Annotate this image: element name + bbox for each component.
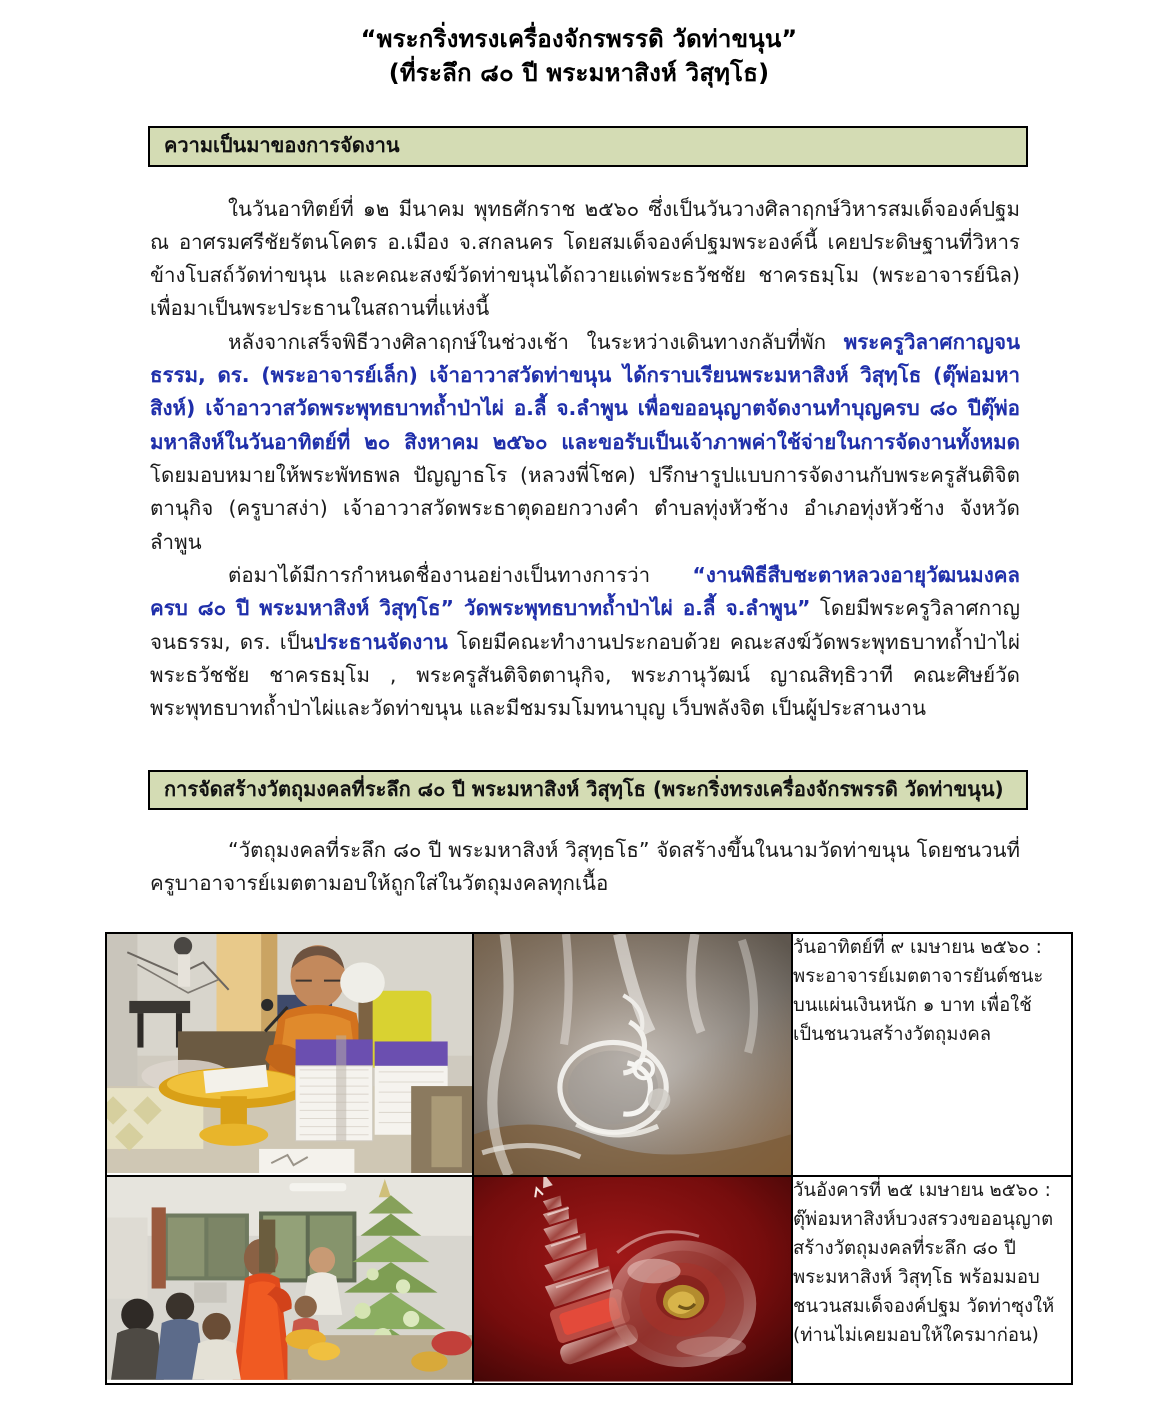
photo-caption-table — [105, 932, 1073, 1385]
caption-line: วันอาทิตย์ที่ ๙ เมษายน ๒๕๖๐ : — [793, 937, 1042, 958]
caption-line: พระมหาสิงห์ วิสุทฺโธ พร้อมมอบ — [793, 1266, 1040, 1288]
run-emphasis: พระครูวิลาศกาญจนธรรม, ดร. (พระอาจารย์เล็ก) เจ้าอาวาสวัดท่าขนุน ได้กราบเรียนพระมหาสิงห์ วิสุทฺโธ (ตุ๊พ่อมหาสิงห์) เจ้าอาวาสวัดพระพุทธบาทถ้ำป่าไผ่ อ.ลี้ จ.ลำพูน เพื่อขออนุญาตจัดงานทำบุญครบ ๘๐ ปีตุ๊พ่อมหาสิงห์ในวันอาทิตย์ที่ ๒๐ สิงหาคม ๒๕๖๐ และขอรับเป็นเจ้าภาพค่าใช้จ่ายในการจัดงานทั้งหมด — [150, 329, 1020, 454]
caption-cell-first — [792, 933, 1072, 1176]
page-title — [0, 0, 1158, 90]
table-row — [106, 1176, 1072, 1384]
monk-with-book-stacks-photo — [107, 934, 472, 1173]
caption-line: ตุ๊พ่อมหาสิงห์บวงสรวงขออนุญาต — [793, 1209, 1054, 1231]
table-row — [106, 933, 1072, 1176]
caption-cell-second — [792, 1176, 1072, 1384]
paragraph-4 — [150, 834, 1020, 901]
paragraph-2 — [150, 326, 1020, 559]
paragraph-1 — [150, 193, 1020, 326]
intro-body-text — [150, 193, 1020, 726]
title-line-1: “พระกริ่งทรงเครื่องจักรพรรดิ วัดท่าขนุน” — [360, 25, 798, 53]
run-text: ต่อมาได้มีการกำหนดชื่องานอย่างเป็นทางการว่า — [228, 562, 693, 587]
photo-cell-ceremony — [106, 1176, 473, 1384]
photo-cell-glass-stupa — [473, 1176, 792, 1384]
caption-line: พระอาจารย์เมตตาจารยันต์ชนะ — [793, 965, 1044, 987]
caption-line: วันอังคารที่ ๒๕ เมษายน ๒๕๖๐ : — [793, 1180, 1051, 1202]
run-text: โดยมีพระครูวิลาศกาญจนธรรม, ดร. เป็น — [150, 596, 1020, 654]
paragraph-3 — [150, 559, 1020, 726]
run-text: “วัตถุมงคลที่ระลึก ๘๐ ปี พระมหาสิงห์ วิสุทฺธโธ” จัดสร้างขึ้นในนามวัดท่าขนุน โดยชนวนที่ครูบาอาจารย์เมตตามอบให้ถูกใส่ในวัตถุมงคลทุกเนื้อ — [150, 837, 1020, 896]
glass-stupa-on-red-velvet-photo — [474, 1177, 791, 1382]
caption-line: บนแผ่นเงินหนัก ๑ บาท เพื่อใช้ — [793, 994, 1032, 1016]
section-heading-amulet: การจัดสร้างวัตถุมงคลที่ระลึก ๘๐ ปี พระมหาสิงห์ วิสุทฺโธ (พระกริ่งทรงเครื่องจักรพรรดิ วัดท่าขนุน) — [148, 770, 1028, 810]
section-heading-background: ความเป็นมาของการจัดงาน — [148, 126, 1028, 166]
photo-cell-monk — [106, 933, 473, 1176]
run-text: โดยมอบหมายให้พระพัทธพล ปัญญาธโร (หลวงพี่โชค) ปรึกษารูปแบบการจัดงานกับพระครูสันติจิตตานุกิจ (ครูบาสง่า) เจ้าอาวาสวัดพระธาตุดอยกวางคำ ตำบลทุ่งหัวช้าง อำเภอทุ่งหัวช้าง จังหวัดลำพูน — [150, 463, 1020, 554]
amulet-body-text — [150, 834, 1020, 901]
run-text: ในวันอาทิตย์ที่ ๑๒ มีนาคม พุทธศักราช ๒๕๖๐ ซึ่งเป็นวันวางศิลาฤกษ์วิหารสมเด็จองค์ปฐม ณ อาศรมศรีชัยรัตนโคตร อ.เมือง จ.สกลนคร โดยสมเด็จองค์ปฐมพระองค์นี้ เคยประดิษฐานที่วิหารข้างโบสถ์วัดท่าขนุน และคณะสงฆ์วัดท่าขนุนได้ถวายแด่พระธวัชชัย ชาครธมฺโม (พระอาจารย์นิล) เพื่อมาเป็นพระประธานในสถานที่แห่งนี้ — [150, 196, 1020, 321]
caption-line: (ท่านไม่เคยมอบให้ใครมาก่อน) — [793, 1324, 1039, 1346]
ceremony-offering-tree-photo — [107, 1177, 472, 1380]
run-text: หลังจากเสร็จพิธีวางศิลาฤกษ์ในช่วงเช้า ในระหว่างเดินทางกลับที่พัก — [228, 329, 844, 354]
caption-line: ชนวนสมเด็จองค์ปฐม วัดท่าซุงให้ — [793, 1295, 1055, 1317]
caption-line: สร้างวัตถุมงคลที่ระลึก ๘๐ ปี — [793, 1238, 1016, 1260]
caption-line: เป็นชนวนสร้างวัตถุมงคล — [793, 1023, 992, 1045]
run-emphasis: “งานพิธีสืบชะตาหลวงอายุวัฒนมงคล ครบ ๘๐ ปี พระมหาสิงห์ วิสุทฺโธ” วัดพระพุทธบาทถ้ำป่าไผ่ อ.ลี้ จ.ลำพูน” — [150, 562, 1020, 621]
photo-cell-silver-plate — [473, 933, 792, 1176]
run-emphasis: ประธานจัดงาน — [313, 629, 448, 654]
engraved-silver-yantra-plate-photo — [474, 934, 791, 1175]
run-text: โดยมีคณะทำงานประกอบด้วย คณะสงฆ์วัดพระพุทธบาทถ้ำป่าไผ่ พระธวัชชัย ชาครธมฺโม , พระครูสันติจิตตานุกิจ, พระภานุวัฒน์ ญาณสิทฺธิวาที คณะศิษย์วัดพระพุทธบาทถ้ำป่าไผ่และวัดท่าขนุน และมีชมรมโมทนาบุญ เว็บพลังจิต เป็นผู้ประสานงาน — [150, 629, 1020, 721]
title-line-2: (ที่ระลึก ๘๐ ปี พระมหาสิงห์ วิสุทฺโธ) — [388, 59, 770, 88]
